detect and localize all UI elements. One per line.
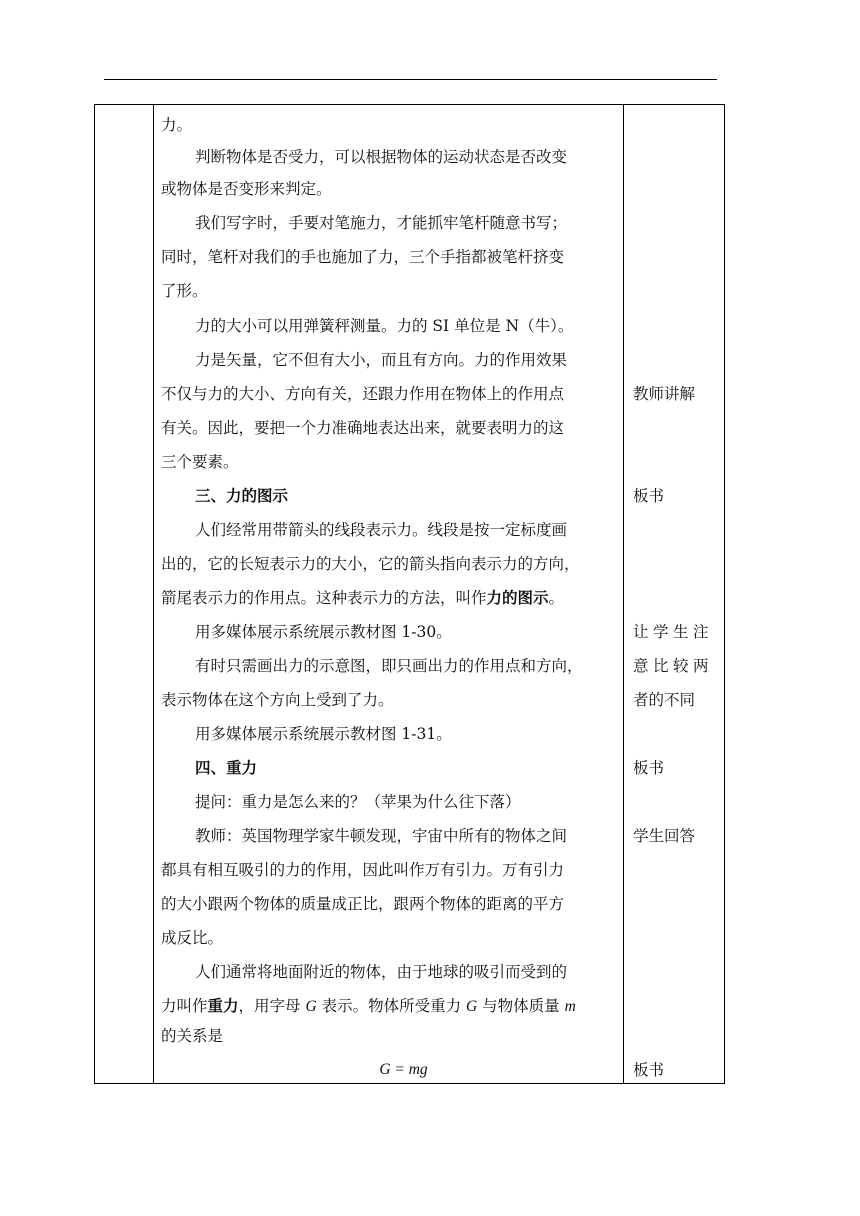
text-run: 。 — [548, 589, 565, 607]
column-divider — [153, 105, 154, 1083]
text-line: 力是矢量，它不但有大小，而且有方向。力的作用效果 — [195, 351, 568, 369]
text-run: ，用字母 — [238, 997, 306, 1015]
section-heading: 三、力的图示 — [195, 486, 289, 505]
text-line: 同时，笔杆对我们的手也施加了力，三个手指都被笔杆挤变 — [161, 248, 565, 266]
text-line: 判断物体是否受力，可以根据物体的运动状态是否改变 — [195, 148, 568, 166]
text-line: 了形。 — [161, 282, 208, 300]
text-line: 人们通常将地面附近的物体，由于地球的吸引而受到的 — [195, 963, 568, 981]
text-line — [161, 995, 617, 1018]
text-line: 都具有相互吸引的力的作用，因此叫作万有引力。万有引力 — [161, 861, 565, 879]
text-run: 与物体质量 — [477, 997, 565, 1015]
text-line: 表示物体在这个方向上受到了力。 — [161, 691, 394, 709]
text-line: 的大小跟两个物体的质量成正比，跟两个物体的距离的平方 — [161, 895, 565, 913]
key-term: 重力 — [207, 996, 239, 1015]
text-line: 或物体是否变形来判定。 — [161, 180, 332, 198]
text-line: 提问：重力是怎么来的？（苹果为什么往下落） — [195, 793, 521, 811]
note-text: 板书 — [633, 759, 665, 777]
header-rule — [104, 79, 717, 80]
text-line: 用多媒体展示系统展示教材图 1-30。 — [195, 623, 452, 641]
text-line: 有关。因此，要把一个力准确地表达出来，就要表明力的这 — [161, 419, 565, 437]
text-line: 成反比。 — [161, 929, 224, 947]
symbol: G — [305, 998, 317, 1015]
text-line: 力。 — [161, 116, 193, 134]
section-heading: 四、重力 — [195, 758, 258, 777]
text-line: 用多媒体展示系统展示教材图 1-31。 — [195, 725, 452, 743]
note-text: 板书 — [633, 1061, 665, 1079]
text-line: 的关系是 — [161, 1027, 224, 1045]
text-line — [161, 587, 617, 609]
text-line: 教师：英国物理学家牛顿发现，宇宙中所有的物体之间 — [195, 827, 568, 845]
text-line: 有时只需画出力的示意图，即只画出力的作用点和方向， — [195, 657, 583, 675]
note-text: 学生回答 — [633, 827, 696, 845]
lesson-table — [94, 104, 725, 1084]
formula: G = mg — [379, 1061, 428, 1078]
symbol: m — [564, 998, 576, 1015]
text-line: 人们经常用带箭头的线段表示力。线段是按一定标度画 — [195, 521, 568, 539]
text-run: 力叫作 — [161, 997, 208, 1015]
text-run: 箭尾表示力的作用点。这种表示力的方法，叫作 — [161, 589, 487, 607]
note-text: 者的不同 — [633, 691, 696, 709]
note-text: 意比较两 — [633, 657, 714, 675]
text-line: 力的大小可以用弹簧秤测量。力的 SI 单位是 N（牛）。 — [195, 317, 574, 335]
note-text: 让学生注 — [633, 623, 714, 641]
text-line: 三个要素。 — [161, 453, 239, 471]
text-line: 我们写字时，手要对笔施力，才能抓牢笔杆随意书写； — [195, 214, 568, 232]
note-text: 教师讲解 — [633, 385, 696, 403]
text-line: 出的，它的长短表示力的大小，它的箭头指向表示力的方向， — [161, 555, 580, 573]
note-text: 板书 — [633, 487, 665, 505]
symbol: G — [466, 998, 478, 1015]
key-term: 力的图示 — [486, 588, 549, 607]
text-line: 不仅与力的大小、方向有关，还跟力作用在物体上的作用点 — [161, 385, 565, 403]
column-divider — [623, 105, 624, 1083]
text-run: 表示。物体所受重力 — [316, 997, 467, 1015]
